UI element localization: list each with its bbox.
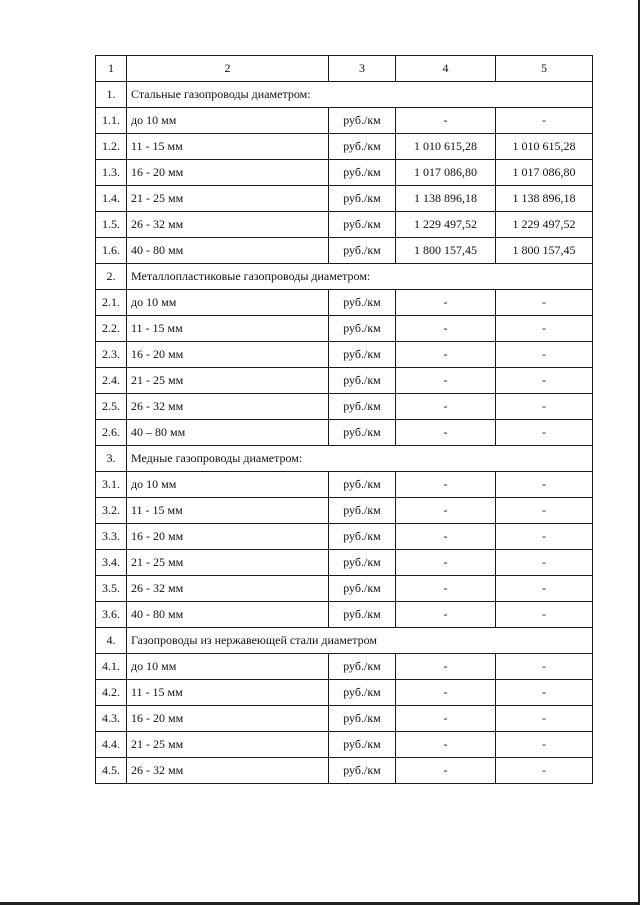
row-number: 1.4. (96, 186, 127, 212)
unit-cell: руб./км (329, 576, 396, 602)
unit-cell: руб./км (329, 758, 396, 784)
unit-cell: руб./км (329, 498, 396, 524)
row-number: 4.2. (96, 680, 127, 706)
header-col-2: 2 (127, 56, 329, 82)
table-row (96, 498, 593, 524)
unit-cell: руб./км (329, 732, 396, 758)
row-number: 1.5. (96, 212, 127, 238)
price-table (95, 55, 593, 784)
row-number: 2.4. (96, 368, 127, 394)
row-number: 1.2. (96, 134, 127, 160)
diameter-cell: до 10 мм (127, 290, 329, 316)
value-col-4: - (396, 758, 496, 784)
diameter-cell: 16 - 20 мм (127, 706, 329, 732)
diameter-cell: 21 - 25 мм (127, 732, 329, 758)
diameter-cell: 40 – 80 мм (127, 420, 329, 446)
row-number: 3.2. (96, 498, 127, 524)
diameter-cell: 16 - 20 мм (127, 342, 329, 368)
header-col-4: 4 (396, 56, 496, 82)
diameter-cell: 11 - 15 мм (127, 316, 329, 342)
row-number: 3.1. (96, 472, 127, 498)
value-col-5: - (496, 732, 593, 758)
value-col-4: - (396, 680, 496, 706)
row-number: 2.3. (96, 342, 127, 368)
diameter-cell: 40 - 80 мм (127, 238, 329, 264)
diameter-cell: 21 - 25 мм (127, 368, 329, 394)
value-col-5: - (496, 108, 593, 134)
diameter-cell: 26 - 32 мм (127, 758, 329, 784)
unit-cell: руб./км (329, 238, 396, 264)
diameter-cell: 11 - 15 мм (127, 680, 329, 706)
section-row (96, 264, 593, 290)
section-title: Медные газопроводы диаметром: (127, 446, 593, 472)
row-number: 4.3. (96, 706, 127, 732)
value-col-5: - (496, 472, 593, 498)
table-row (96, 706, 593, 732)
value-col-5: 1 017 086,80 (496, 160, 593, 186)
value-col-4: 1 017 086,80 (396, 160, 496, 186)
value-col-4: - (396, 654, 496, 680)
unit-cell: руб./км (329, 394, 396, 420)
value-col-5: - (496, 706, 593, 732)
table-row (96, 342, 593, 368)
value-col-5: - (496, 342, 593, 368)
value-col-5: - (496, 576, 593, 602)
value-col-4: 1 229 497,52 (396, 212, 496, 238)
value-col-5: 1 010 615,28 (496, 134, 593, 160)
diameter-cell: 11 - 15 мм (127, 134, 329, 160)
table-row (96, 394, 593, 420)
row-number: 2.5. (96, 394, 127, 420)
header-row (96, 56, 593, 82)
header-col-1: 1 (96, 56, 127, 82)
value-col-4: 1 138 896,18 (396, 186, 496, 212)
diameter-cell: 21 - 25 мм (127, 186, 329, 212)
table-row (96, 290, 593, 316)
value-col-4: - (396, 602, 496, 628)
diameter-cell: 16 - 20 мм (127, 524, 329, 550)
table-row (96, 368, 593, 394)
table-row (96, 420, 593, 446)
row-number: 2.6. (96, 420, 127, 446)
diameter-cell: 26 - 32 мм (127, 576, 329, 602)
diameter-cell: 26 - 32 мм (127, 394, 329, 420)
value-col-5: - (496, 316, 593, 342)
row-number: 4.1. (96, 654, 127, 680)
table-row (96, 316, 593, 342)
diameter-cell: 21 - 25 мм (127, 550, 329, 576)
table-row (96, 576, 593, 602)
unit-cell: руб./км (329, 472, 396, 498)
table-row (96, 108, 593, 134)
section-row (96, 628, 593, 654)
value-col-5: - (496, 758, 593, 784)
value-col-5: 1 229 497,52 (496, 212, 593, 238)
diameter-cell: 26 - 32 мм (127, 212, 329, 238)
table-row (96, 550, 593, 576)
value-col-4: - (396, 108, 496, 134)
value-col-4: - (396, 420, 496, 446)
section-number: 3. (96, 446, 127, 472)
unit-cell: руб./км (329, 368, 396, 394)
value-col-4: - (396, 472, 496, 498)
value-col-4: 1 800 157,45 (396, 238, 496, 264)
table-row (96, 654, 593, 680)
value-col-5: - (496, 654, 593, 680)
value-col-4: - (396, 576, 496, 602)
unit-cell: руб./км (329, 160, 396, 186)
unit-cell: руб./км (329, 550, 396, 576)
value-col-4: - (396, 524, 496, 550)
unit-cell: руб./км (329, 186, 396, 212)
unit-cell: руб./км (329, 420, 396, 446)
unit-cell: руб./км (329, 706, 396, 732)
unit-cell: руб./км (329, 680, 396, 706)
value-col-5: - (496, 368, 593, 394)
row-number: 1.1. (96, 108, 127, 134)
unit-cell: руб./км (329, 212, 396, 238)
row-number: 1.3. (96, 160, 127, 186)
section-number: 1. (96, 82, 127, 108)
table-row (96, 524, 593, 550)
value-col-4: 1 010 615,28 (396, 134, 496, 160)
diameter-cell: 11 - 15 мм (127, 498, 329, 524)
unit-cell: руб./км (329, 108, 396, 134)
value-col-4: - (396, 498, 496, 524)
value-col-4: - (396, 732, 496, 758)
table-row (96, 160, 593, 186)
diameter-cell: до 10 мм (127, 472, 329, 498)
unit-cell: руб./км (329, 654, 396, 680)
table-row (96, 238, 593, 264)
row-number: 3.3. (96, 524, 127, 550)
table-row (96, 472, 593, 498)
diameter-cell: до 10 мм (127, 108, 329, 134)
unit-cell: руб./км (329, 602, 396, 628)
unit-cell: руб./км (329, 290, 396, 316)
unit-cell: руб./км (329, 524, 396, 550)
unit-cell: руб./км (329, 316, 396, 342)
value-col-5: - (496, 498, 593, 524)
value-col-5: - (496, 602, 593, 628)
row-number: 3.4. (96, 550, 127, 576)
value-col-5: - (496, 524, 593, 550)
row-number: 2.1. (96, 290, 127, 316)
unit-cell: руб./км (329, 134, 396, 160)
table-row (96, 602, 593, 628)
diameter-cell: 16 - 20 мм (127, 160, 329, 186)
section-number: 2. (96, 264, 127, 290)
table-row (96, 758, 593, 784)
table-row (96, 212, 593, 238)
diameter-cell: до 10 мм (127, 654, 329, 680)
value-col-5: - (496, 680, 593, 706)
value-col-5: - (496, 394, 593, 420)
section-title: Газопроводы из нержавеющей стали диаметром (127, 628, 593, 654)
row-number: 3.6. (96, 602, 127, 628)
section-title: Стальные газопроводы диаметром: (127, 82, 593, 108)
value-col-4: - (396, 342, 496, 368)
value-col-4: - (396, 316, 496, 342)
table-row (96, 680, 593, 706)
diameter-cell: 40 - 80 мм (127, 602, 329, 628)
row-number: 3.5. (96, 576, 127, 602)
section-row (96, 82, 593, 108)
value-col-4: - (396, 290, 496, 316)
header-col-3: 3 (329, 56, 396, 82)
section-number: 4. (96, 628, 127, 654)
section-title: Металлопластиковые газопроводы диаметром: (127, 264, 593, 290)
table-row (96, 732, 593, 758)
unit-cell: руб./км (329, 342, 396, 368)
value-col-4: - (396, 394, 496, 420)
row-number: 1.6. (96, 238, 127, 264)
table-row (96, 134, 593, 160)
value-col-5: - (496, 550, 593, 576)
value-col-4: - (396, 550, 496, 576)
row-number: 4.4. (96, 732, 127, 758)
value-col-5: - (496, 420, 593, 446)
value-col-5: 1 800 157,45 (496, 238, 593, 264)
value-col-4: - (396, 706, 496, 732)
value-col-4: - (396, 368, 496, 394)
row-number: 4.5. (96, 758, 127, 784)
table-body (96, 56, 593, 784)
value-col-5: - (496, 290, 593, 316)
section-row (96, 446, 593, 472)
table-row (96, 186, 593, 212)
header-col-5: 5 (496, 56, 593, 82)
row-number: 2.2. (96, 316, 127, 342)
value-col-5: 1 138 896,18 (496, 186, 593, 212)
